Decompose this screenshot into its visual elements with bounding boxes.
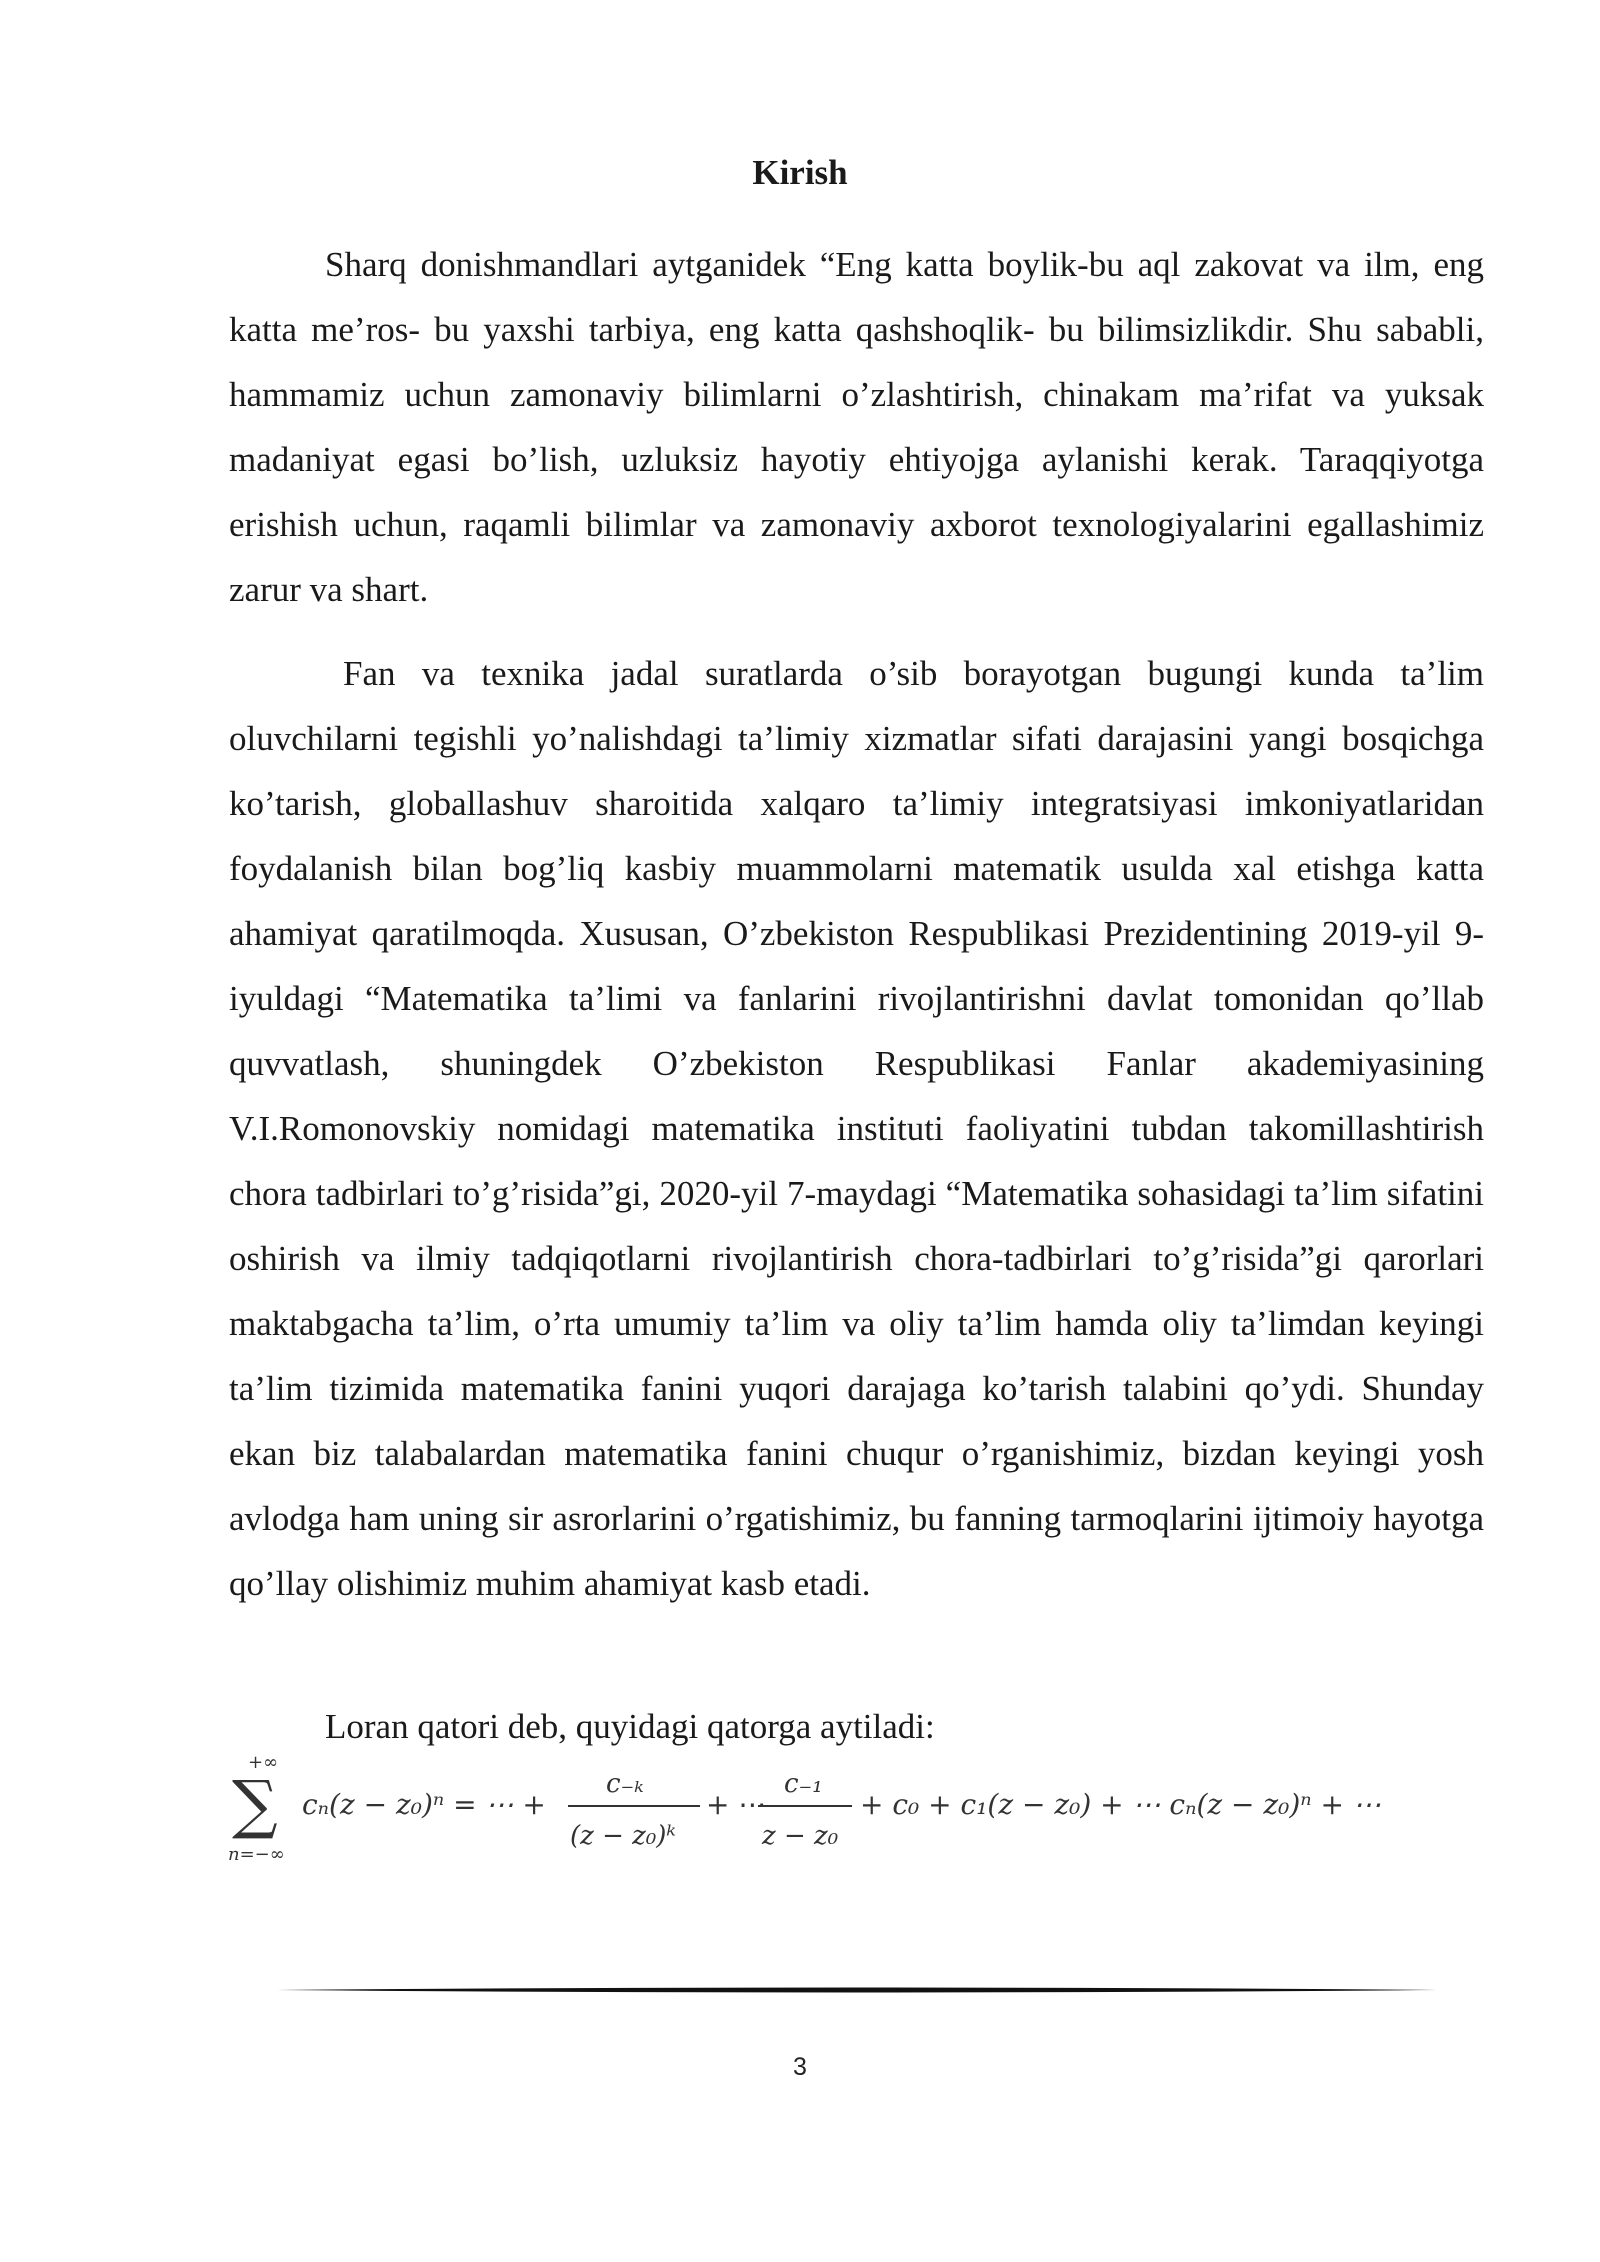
sigma-symbol: ∑	[232, 1768, 278, 1842]
page-number: 3	[793, 2053, 807, 2081]
formula-plus-dots: + ⋯	[706, 1788, 767, 1821]
fraction1-denominator: (z − z₀)ᵏ	[570, 1821, 676, 1851]
paragraph-main	[229, 641, 1484, 1616]
paragraph-text: Sharq donishmandlari aytganidek “Eng katta boylik-bu aql zakovat va ilm, eng katta me’ros- bu yaxshi tarbiya, eng katta qashshoqlik- bu bilimsizlikdir. Shu sababli, hammamiz uchun zamonaviy bilimlarni o’zlashtirish, chinakam ma’rifat va yuksak madaniyat egasi bo’lish, uzluksiz hayotiy ehtiyojga aylanishi kerak. Taraqqiyotga erishish uchun, raqamli bilimlar va zamonaviy axborot texnologiyalarini egallashimiz zarur va shart.	[229, 245, 1484, 609]
paragraph-text: Fan va texnika jadal suratlarda o’sib borayotgan bugungi kunda ta’lim oluvchilarni tegishli yo’nalishdagi ta’limiy xizmatlar sifati darajasini yangi bosqichga ko’tarish, globallashuv sharoitida xalqaro ta’limiy integratsiyasi imkoniyatlaridan foydalanish bilan bog’liq kasbiy muammolarni matematik usulda xal etishga katta ahamiyat qaratilmoqda. Xususan, O’zbekiston Respublikasi Prezidentining 2019-yil 9-iyuldagi “Matematika ta’limi va fanlarini rivojlantirishni davlat tomonidan qo’llab quvvatlash, shuningdek O’zbekiston Respublikasi Fanlar akademiyasining V.I.Romonovskiy nomidagi matematika instituti faoliyatini tubdan takomillashtirish chora tadbirlari to’g’risida”gi, 2020-yil 7-maydagi “Matematika sohasidagi ta’lim sifatini oshirish va ilmiy tadqiqotlarni rivojlantirish chora-tadbirlari to’g’risida”gi qarorlari maktabgacha ta’lim, o’rta umumiy ta’lim va oliy ta’lim hamda oliy ta’limdan keyingi ta’lim tizimida matematika fanini yuqori darajaga ko’tarish talabini qo’ydi. Shunday ekan biz talabalardan matematika fanini chuqur o’rganishimiz, bizdan keyingi yosh avlodga ham uning sir asrorlarini o’rgatishimiz, bu fanning tarmoqlarini ijtimoiy hayotga qo’llay olishimiz muhim ahamiyat kasb etadi.	[229, 654, 1484, 1603]
formula-lhs: cₙ(z − z₀)ⁿ = ⋯ +	[302, 1788, 546, 1821]
fraction2-numerator: c₋₁	[784, 1769, 823, 1799]
laurent-series-formula	[222, 1752, 1402, 1872]
formula-rhs: + c₀ + c₁(z − z₀) + ⋯ cₙ(z − z₀)ⁿ + ⋯	[860, 1788, 1381, 1821]
sum-lower-limit: n=−∞	[228, 1844, 285, 1865]
page-title: Kirish	[752, 153, 848, 192]
fraction1-numerator: c₋ₖ	[606, 1769, 644, 1799]
footer-rule	[277, 1986, 1437, 1994]
formula-graphic	[222, 1752, 1402, 1872]
sum-upper-limit: +∞	[248, 1752, 279, 1773]
fraction2-denominator: z − z₀	[762, 1821, 839, 1851]
formula-intro: Loran qatori deb, quyidagi qatorga aytiladi:	[325, 1707, 935, 1746]
paragraph-intro	[229, 232, 1484, 622]
